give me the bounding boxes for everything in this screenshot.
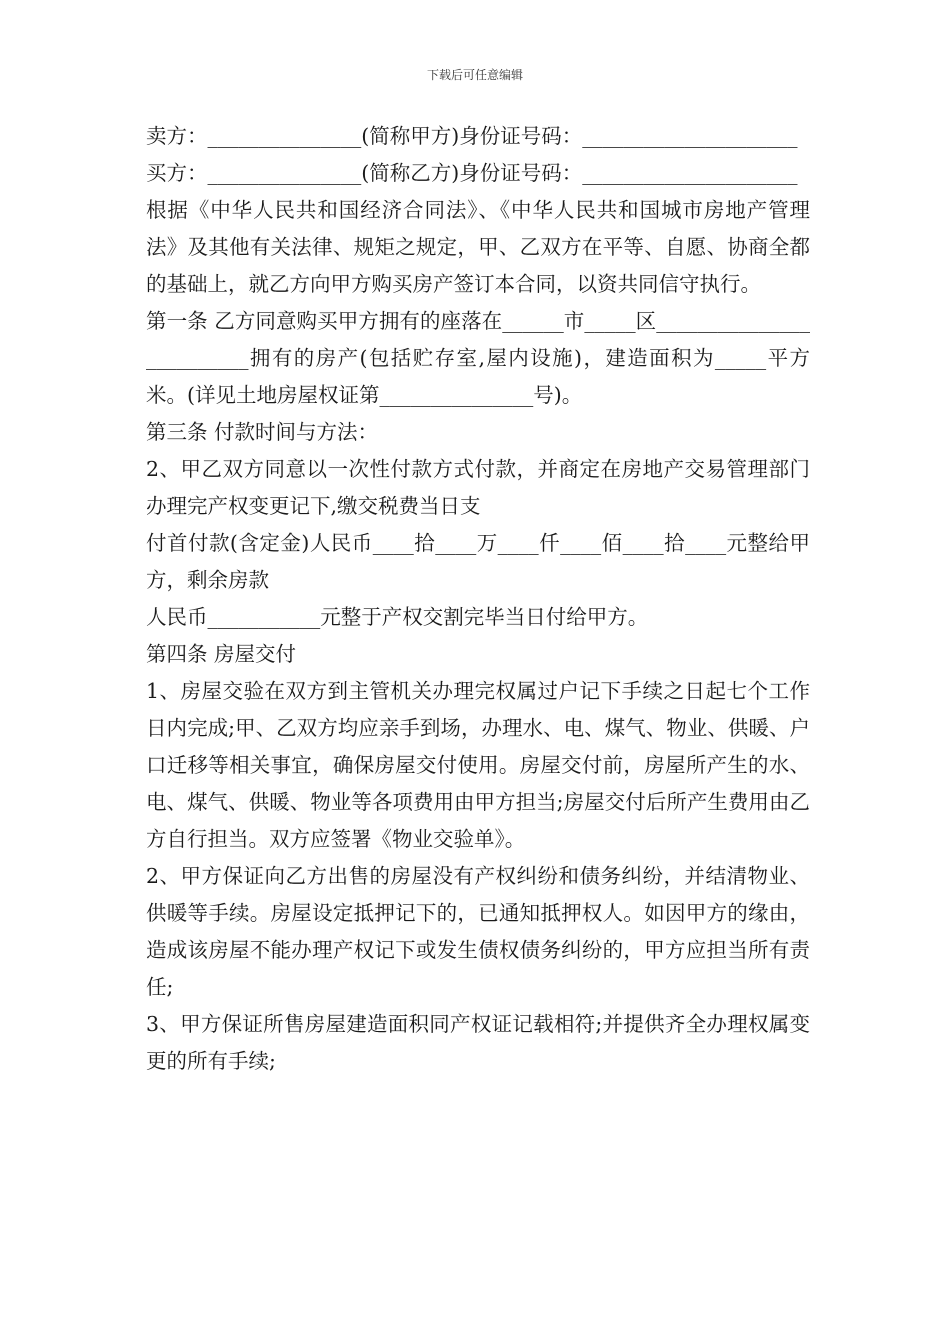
preamble-paragraph: 根据《中华人民共和国经济合同法》、《中华人民共和国城市房地产管理法》及其他有关法律、规矩之规定，甲、乙双方在平等、自愿、协商全都的基础上，就乙方向甲方购买房产签订本合同，以资共同信守执行。 [146,198,810,296]
remaining-payment-paragraph: 人民币___________元整于产权交割完毕当日付给甲方。 [146,605,649,629]
seller-line: 卖方：_______________(简称甲方)身份证号码：_____________________ [146,124,798,148]
delivery-clause-3: 3、甲方保证所售房屋建造面积同产权证记载相符;并提供齐全办理权属变更的所有手续; [146,1012,810,1073]
payment-method-paragraph: 2、甲乙双方同意以一次性付款方式付款，并商定在房地产交易管理部门办理完产权变更记下,缴交税费当日支 [146,457,810,518]
page-header: 下载后可任意编辑 [426,68,523,82]
article-three-heading: 第三条 付款时间与方法： [146,420,379,444]
delivery-clause-2: 2、甲方保证向乙方出售的房屋没有产权纠纷和债务纠纷，并结清物业、供暖等手续。房屋设定抵押记下的，已通知抵押权人。如因甲方的缘由，造成该房屋不能办理产权记下或发生债权债务纠纷的，甲方应担当所有责任; [146,864,810,999]
delivery-clause-1: 1、房屋交验在双方到主管机关办理完权属过户记下手续之日起七个工作日内完成;甲、乙双方均应亲手到场，办理水、电、煤气、物业、供暖、户口迁移等相关事宜，确保房屋交付使用。房屋交付前，房屋所产生的水、电、煤气、供暖、物业等各项费用由甲方担当;房屋交付后所产生费用由乙方自行担当。双方应签署《物业交验单》。 [146,679,810,851]
article-four-heading: 第四条 房屋交付 [146,642,297,666]
buyer-line: 买方：_______________(简称乙方)身份证号码：_____________________ [146,161,798,185]
article-one-paragraph: 第一条 乙方同意购买甲方拥有的座落在______市_____区_________________________拥有的房产(包括贮存室,屋内设施)，建造面积为_____平方米。(详见土地房屋权证第_______________号)。 [146,309,810,407]
down-payment-paragraph: 付首付款(含定金)人民币____拾____万____仟____佰____拾____元整给甲方，剩余房款 [146,531,810,592]
contract-body [146,118,810,1080]
